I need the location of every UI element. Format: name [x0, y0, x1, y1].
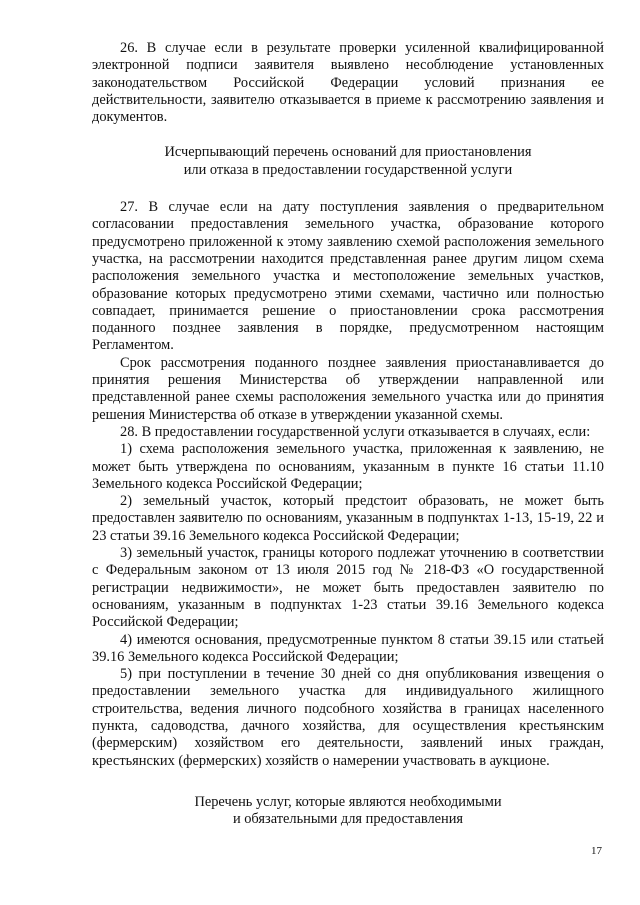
document-page — [92, 40, 604, 828]
paragraph-28-item-4: 4) имеются основания, предусмотренные пунктом 8 статьи 39.15 или статьей 39.16 Земельного кодекса Российской Федерации; — [92, 631, 604, 665]
spacer — [92, 126, 604, 144]
spacer — [92, 179, 604, 199]
paragraph-27-term: Срок рассмотрения поданного позднее заявления приостанавливается до принятия решения Министерства об утверждении направленной или представленной ранее схемы расположения земельного участка или до принятия решения Министерства об отказе в утверждении указанной схемы. — [92, 354, 604, 423]
paragraph-28-item-2: 2) земельный участок, который предстоит образовать, не может быть предоставлен заявителю по основаниям, указанным в подпунктах 1-13, 15-19, 22 и 23 статьи 39.16 Земельного кодекса Российской Федерации; — [92, 493, 604, 544]
page-number: 17 — [591, 845, 602, 857]
paragraph-28-item-3: 3) земельный участок, границы которого подлежат уточнению в соответствии с Федеральным законом от 13 июля 2015 год № 218-ФЗ «О государственной регистрации недвижимости», не может быть предоставлен заявителю по основаниям, указанным в подпунктах 1-23 статьи 39.16 Земельного кодекса Российской Федерации; — [92, 545, 604, 631]
paragraph-28-item-1: 1) схема расположения земельного участка, приложенная к заявлению, не может быть утверждена по основаниям, указанным в пункте 16 статьи 11.10 Земельного кодекса Российской Федерации; — [92, 441, 604, 492]
paragraph-26: 26. В случае если в результате проверки усиленной квалифицированной электронной подписи заявителя выявлено несоблюдение установленных законодательством Российской Федерации условий признания ее действительности, заявителю отказывается в приеме к рассмотрению заявления и документов. — [92, 40, 604, 126]
section-heading-suspension — [92, 144, 604, 179]
section-heading-services — [92, 794, 604, 829]
heading-line-2: или отказа в предоставлении государственной услуги — [183, 161, 513, 178]
spacer — [92, 770, 604, 794]
heading-line-1: Перечень услуг, которые являются необходимыми — [194, 793, 502, 810]
paragraph-28: 28. В предоставлении государственной услуги отказывается в случаях, если: — [120, 423, 591, 440]
heading-line-2: и обязательными для предоставления — [232, 811, 464, 828]
paragraph-27: 27. В случае если на дату поступления заявления о предварительном согласовании предоставления земельного участка, образование которого предусмотрено приложенной к этому заявлению схемой расположения земельного участка, на рассмотрении находится представленная ранее другим лицом схема расположения земельного участка и местоположение земельных участков, образование которых предусмотрено этими схемами, частично или полностью совпадает, принимается решение о приостановлении срока рассмотрения поданного позднее заявления в порядке, предусмотренном настоящим Регламентом. — [92, 199, 604, 354]
heading-line-1: Исчерпывающий перечень оснований для приостановления — [164, 144, 532, 161]
paragraph-28-item-5: 5) при поступлении в течение 30 дней со дня опубликования извещения о предоставлении земельного участка для индивидуального жилищного строительства, ведения личного подсобного хозяйства в границах населенного пункта, садоводства, дачного хозяйства, для осуществления крестьянским (фермерским) хозяйством его деятельности, заявлений иных граждан, крестьянских (фермерских) хозяйств о намерении участвовать в аукционе. — [92, 666, 604, 769]
